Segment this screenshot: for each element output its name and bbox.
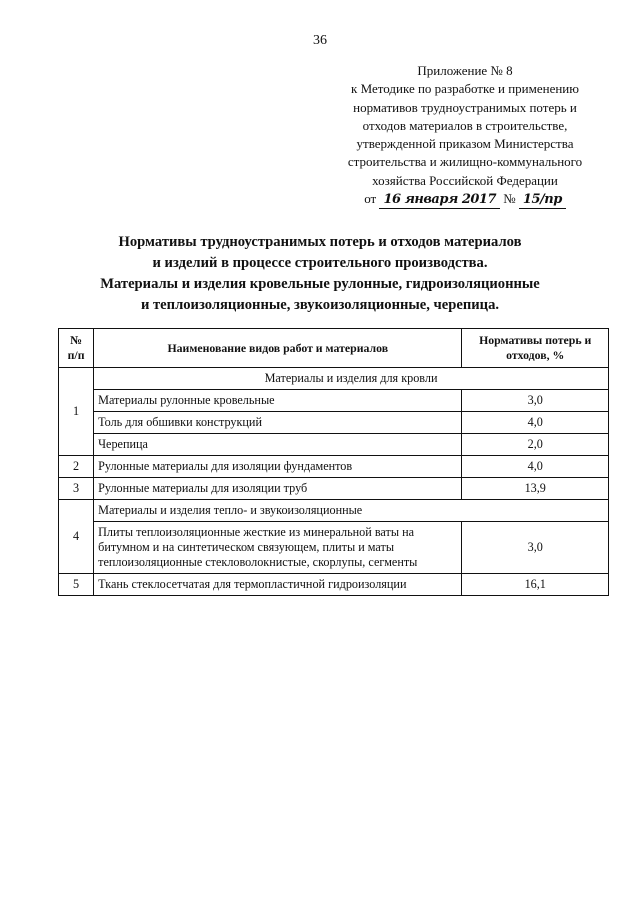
material-name xyxy=(94,522,462,574)
title-line: и изделий в процессе строительного производства. xyxy=(152,255,488,271)
row-number: 1 xyxy=(59,368,94,456)
title-line: и теплоизоляционные, звукоизоляционные, черепица. xyxy=(140,297,500,313)
table-row xyxy=(59,500,609,522)
material-name: Ткань стеклосетчатая для термопластичной гидроизоляции xyxy=(94,574,462,596)
appendix-line: Приложение № 8 xyxy=(417,63,513,78)
order-date-line xyxy=(364,190,566,209)
document-title xyxy=(60,232,580,316)
from-label: от xyxy=(364,191,377,207)
handwritten-number: 15/пр xyxy=(519,192,566,209)
header-norm xyxy=(462,329,609,368)
appendix-line: строительства и жилищно-коммунального xyxy=(347,154,583,170)
material-name: Толь для обшивки конструкций xyxy=(94,412,462,434)
table-row xyxy=(59,522,609,574)
table-row xyxy=(59,368,609,390)
number-label: № xyxy=(503,191,516,207)
norm-value: 3,0 xyxy=(462,390,609,412)
norms-table xyxy=(58,328,609,596)
material-name-line: теплоизоляционные стекловолокнистые, скорлупы, сегменты xyxy=(98,555,418,569)
table-row xyxy=(59,412,609,434)
appendix-line: хозяйства Российской Федерации xyxy=(372,172,558,188)
material-name: Черепица xyxy=(94,434,462,456)
table-row xyxy=(59,456,609,478)
norm-value: 2,0 xyxy=(462,434,609,456)
material-name-line: Плиты теплоизоляционные жесткие из минеральной ваты на xyxy=(98,525,415,539)
norm-value: 16,1 xyxy=(462,574,609,596)
row-number: 4 xyxy=(59,500,94,574)
table-row xyxy=(59,478,609,500)
appendix-line: нормативов трудноустранимых потерь и xyxy=(353,99,577,115)
header-norm-line1: Нормативы потерь и xyxy=(479,333,592,347)
norm-value: 13,9 xyxy=(462,478,609,500)
material-name-line: битумном и на синтетическом связующем, плиты и маты xyxy=(98,540,395,554)
table-row xyxy=(59,574,609,596)
handwritten-date: 16 января 2017 xyxy=(379,192,500,209)
table-row xyxy=(59,434,609,456)
row-number: 3 xyxy=(59,478,94,500)
row-number: 5 xyxy=(59,574,94,596)
group-title: Материалы и изделия тепло- и звукоизоляционные xyxy=(94,500,609,522)
appendix-line: утвержденной приказом Министерства xyxy=(356,136,574,152)
title-line: Материалы и изделия кровельные рулонные, гидроизоляционные xyxy=(100,276,540,292)
title-line: Нормативы трудноустранимых потерь и отходов материалов xyxy=(118,234,522,250)
header-number-line2: п/п xyxy=(67,348,85,362)
header-name: Наименование видов работ и материалов xyxy=(94,329,462,368)
material-name: Рулонные материалы для изоляции фундаментов xyxy=(94,456,462,478)
norm-value: 3,0 xyxy=(462,522,609,574)
page-number: 36 xyxy=(313,33,327,48)
material-name: Рулонные материалы для изоляции труб xyxy=(94,478,462,500)
appendix-note xyxy=(330,62,600,209)
norm-value: 4,0 xyxy=(462,456,609,478)
header-number-line1: № xyxy=(70,333,82,347)
appendix-line: к Методике по разработке и применению xyxy=(351,81,579,97)
row-number: 2 xyxy=(59,456,94,478)
appendix-line: отходов материалов в строительстве, xyxy=(362,117,568,133)
group-title: Материалы и изделия для кровли xyxy=(94,368,609,390)
table-header-row xyxy=(59,329,609,368)
header-norm-line2: отходов, % xyxy=(506,348,565,362)
norm-value: 4,0 xyxy=(462,412,609,434)
header-number xyxy=(59,329,94,368)
material-name: Материалы рулонные кровельные xyxy=(94,390,462,412)
table-row xyxy=(59,390,609,412)
